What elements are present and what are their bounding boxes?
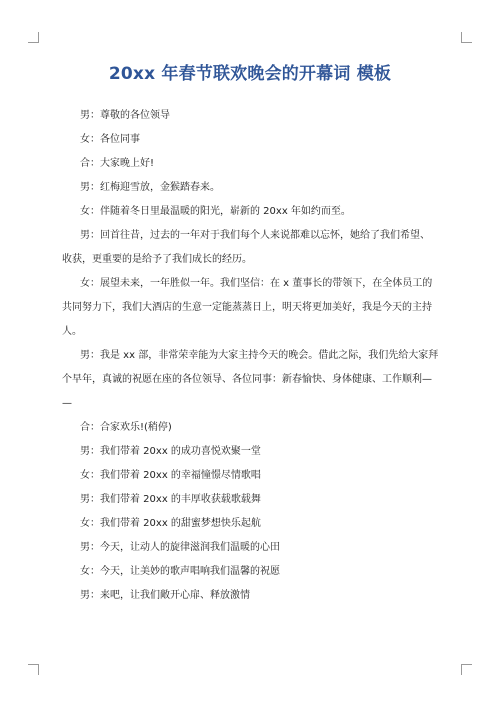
crop-mark-top-right <box>461 32 472 43</box>
crop-mark-top-left <box>28 32 39 43</box>
paragraph-line: 男：红梅迎雪放，金猴踏春来。 <box>80 182 220 193</box>
paragraph-line: 女：我们带着 20xx 的幸福憧憬尽情歌唱 <box>80 470 261 481</box>
paragraph-line: 合：合家欢乐!(稍停) <box>80 422 172 433</box>
document-body <box>62 110 442 602</box>
document-title: 20xx 年春节联欢晚会的开幕词 模板 <box>108 64 392 84</box>
paragraph-line: 男：我们带着 20xx 的成功喜悦欢聚一堂 <box>80 446 261 457</box>
paragraph-line: 共同努力下，我们大酒店的生意一定能蒸蒸日上，明天将更加美好，我是今天的主持 <box>62 302 432 313</box>
paragraph-line: 男：尊敬的各位领导 <box>80 110 170 121</box>
paragraph-line: 男：来吧，让我们敞开心扉、释放激情 <box>80 590 250 601</box>
paragraph-line: 人。 <box>62 326 82 337</box>
crop-mark-bottom-left <box>28 664 39 675</box>
crop-mark-bottom-right <box>461 664 472 675</box>
paragraph-line: 女：伴随着冬日里最温暖的阳光，崭新的 20xx 年如约而至。 <box>80 206 351 217</box>
paragraph-line: 女：各位同事 <box>80 134 140 145</box>
paragraph-line: 男：今天，让动人的旋律滋润我们温暖的心田 <box>80 542 280 553</box>
paragraph-line: 男：我们带着 20xx 的丰厚收获载歌载舞 <box>80 494 261 505</box>
paragraph-line: 女：我们带着 20xx 的甜蜜梦想快乐起航 <box>80 518 261 529</box>
paragraph-line: 女：展望未来，一年胜似一年。我们坚信：在 x 董事长的带领下，在全体员工的 <box>80 278 433 289</box>
paragraph-line: 男：回首往昔，过去的一年对于我们每个人来说都难以忘怀，她给了我们希望、 <box>80 230 430 241</box>
paragraph-line: 收获，更重要的是给予了我们成长的经历。 <box>62 254 252 265</box>
paragraph-line: — <box>62 398 72 409</box>
paragraph-line: 个早年，真诚的祝愿在座的各位领导、各位同事：新春愉快、身体健康、工作顺利— <box>62 374 432 385</box>
paragraph-line: 合：大家晚上好! <box>80 158 155 169</box>
paragraph-line: 男：我是 xx 部，非常荣幸能为大家主持今天的晚会。借此之际，我们先给大家拜 <box>80 350 439 361</box>
paragraph-line: 女：今天，让美妙的歌声唱响我们温馨的祝愿 <box>80 566 280 577</box>
